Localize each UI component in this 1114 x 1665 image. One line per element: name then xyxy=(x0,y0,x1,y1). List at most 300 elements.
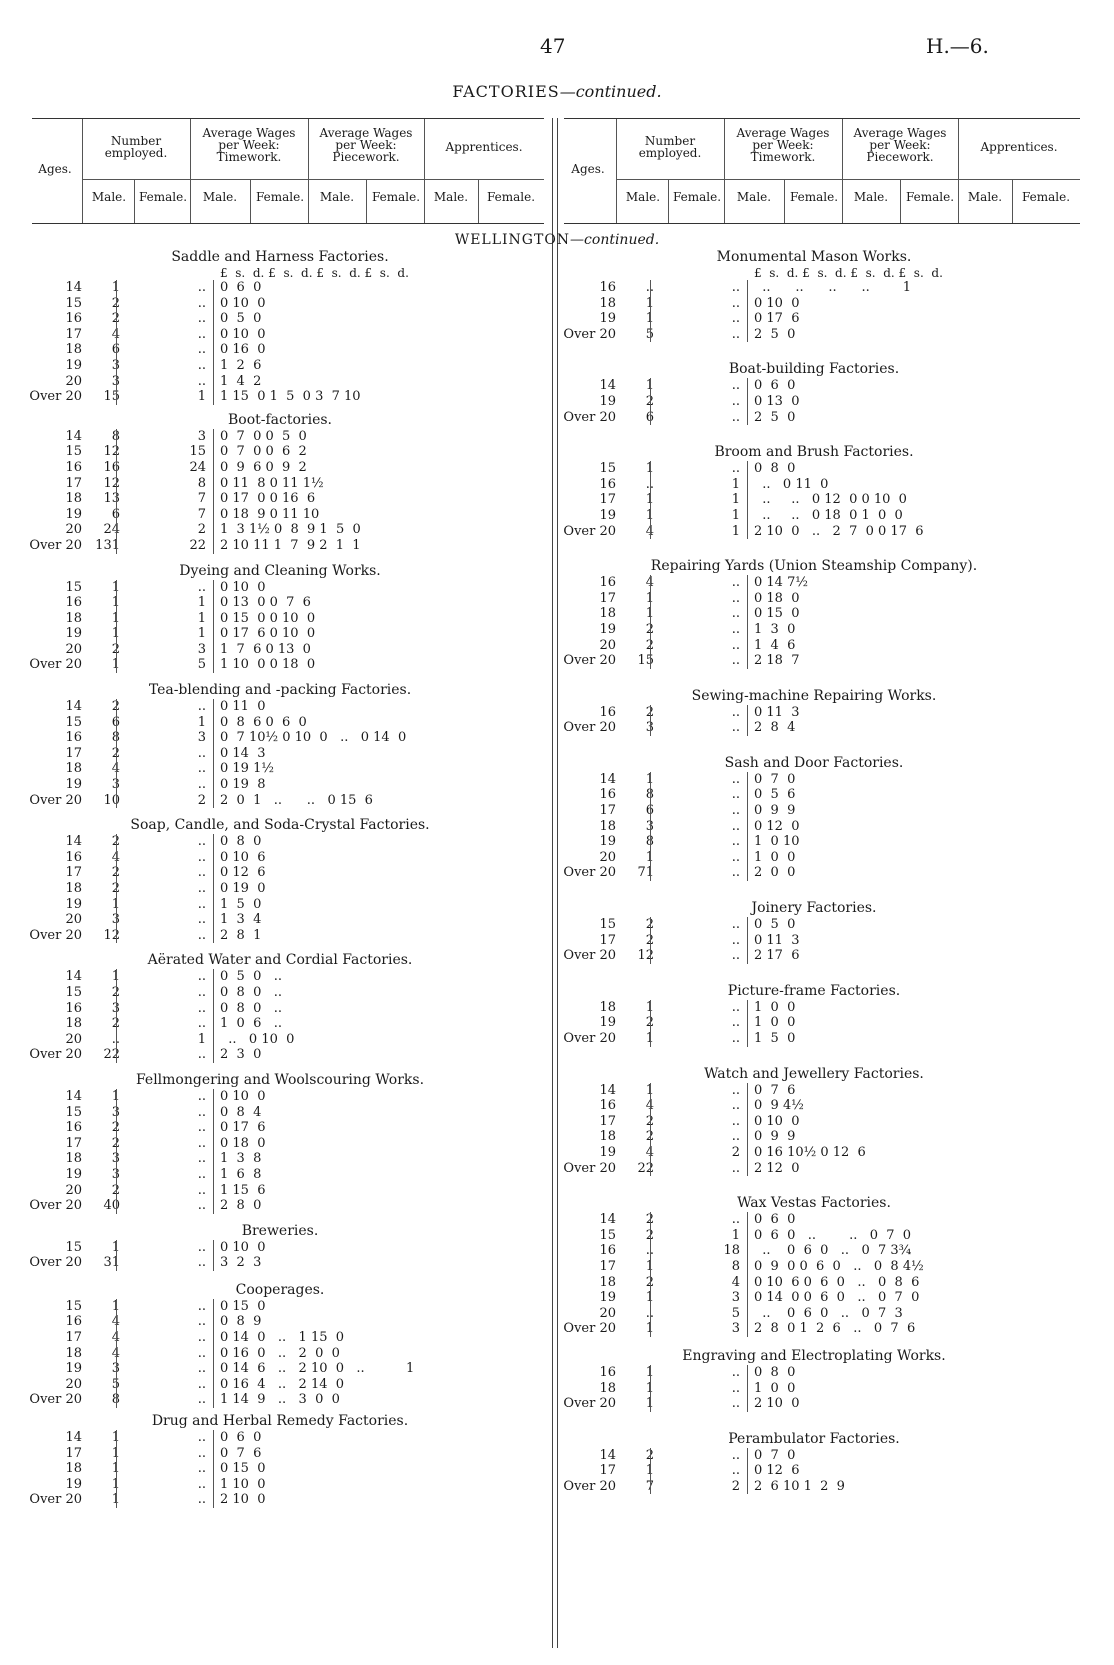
heading-suffix: —continued. xyxy=(559,82,662,101)
male-count: 1 xyxy=(645,295,654,311)
rule xyxy=(650,1365,651,1381)
rule xyxy=(116,1136,117,1152)
age-cell: 20 xyxy=(65,1182,82,1198)
rule xyxy=(116,522,117,538)
female-count: 1 xyxy=(197,1031,206,1047)
rule xyxy=(650,1015,651,1031)
male-count: 7 xyxy=(645,1478,654,1494)
table-row xyxy=(20,642,540,658)
rule xyxy=(650,296,651,312)
section-title: Boot-factories. xyxy=(227,411,332,428)
wages-values: 2 5 0 xyxy=(754,326,796,342)
district-name: WELLINGTON xyxy=(454,232,571,248)
age-cell: 14 xyxy=(65,1088,82,1104)
table-row xyxy=(20,1136,540,1152)
female-count: .. xyxy=(197,1492,206,1508)
table-row xyxy=(554,705,1074,721)
rule xyxy=(213,1314,214,1330)
table-header-right xyxy=(564,118,1080,224)
section-title: Fellmongering and Woolscouring Works. xyxy=(135,1071,425,1088)
rule xyxy=(747,917,748,933)
age-cell: 18 xyxy=(599,1380,616,1396)
age-cell: 15 xyxy=(65,295,82,311)
age-cell: 16 xyxy=(599,787,616,803)
factory-section xyxy=(554,1430,1074,1495)
age-cell: Over 20 xyxy=(563,523,616,539)
female-count: .. xyxy=(197,1345,206,1361)
rule xyxy=(747,1015,748,1031)
wages-values: 0 12 6 xyxy=(220,865,266,881)
rule xyxy=(116,1240,117,1256)
rule xyxy=(213,595,214,611)
wages-values: 0 19 0 xyxy=(220,881,266,896)
factory-section xyxy=(554,557,1074,669)
table-row xyxy=(20,327,540,343)
female-count: .. xyxy=(197,1476,206,1492)
factory-section xyxy=(20,1412,540,1508)
age-cell: 18 xyxy=(599,1274,616,1290)
male-count: 1 xyxy=(111,1461,120,1477)
rule xyxy=(116,897,117,913)
rule xyxy=(116,311,117,327)
wages-values: 1 3 4 xyxy=(220,912,262,928)
rule xyxy=(116,865,117,881)
wages-values: 0 17 6 xyxy=(754,311,800,327)
rule xyxy=(650,1396,651,1412)
female-count: .. xyxy=(731,999,740,1015)
rule xyxy=(213,928,214,944)
table-row xyxy=(20,358,540,374)
female-count: 1 xyxy=(197,595,206,611)
rule xyxy=(213,1477,214,1493)
age-cell: Over 20 xyxy=(29,1255,82,1271)
male-count: 2 xyxy=(645,1015,654,1031)
female-count: .. xyxy=(197,834,206,850)
table-row xyxy=(20,296,540,312)
wages-values: 2 6 10 1 2 9 xyxy=(754,1478,845,1494)
factory-section xyxy=(554,360,1074,425)
wages-values: 2 10 0 xyxy=(220,1492,266,1508)
wages-values: 0 10 0 xyxy=(754,295,800,311)
rule xyxy=(213,1167,214,1183)
age-cell: 19 xyxy=(65,1476,82,1492)
table-row xyxy=(554,280,1074,296)
male-count: 2 xyxy=(645,1212,654,1228)
district-heading xyxy=(0,232,1114,248)
age-cell: 19 xyxy=(599,1015,616,1031)
sub-male: Male. xyxy=(91,190,127,204)
age-cell: Over 20 xyxy=(563,409,616,425)
rule xyxy=(116,1314,117,1330)
female-count: 3 xyxy=(731,1290,740,1306)
table-row xyxy=(20,280,540,296)
female-count: .. xyxy=(731,1113,740,1129)
male-count: 2 xyxy=(645,621,654,637)
male-count: 6 xyxy=(645,803,654,819)
female-count: 2 xyxy=(197,792,206,808)
rule xyxy=(650,865,651,881)
rule xyxy=(650,327,651,343)
female-count: .. xyxy=(197,295,206,311)
male-count: 5 xyxy=(111,1376,120,1392)
table-row xyxy=(554,311,1074,327)
male-count: 8 xyxy=(111,1392,120,1408)
female-count: .. xyxy=(197,777,206,793)
table-row xyxy=(20,444,540,460)
sub-female: Female. xyxy=(486,190,536,204)
age-cell: 16 xyxy=(599,280,616,295)
male-count: 2 xyxy=(645,637,654,653)
female-count: .. xyxy=(731,849,740,865)
age-cell: 18 xyxy=(599,999,616,1015)
rule xyxy=(116,1330,117,1346)
table-row xyxy=(20,491,540,507)
female-count: 8 xyxy=(731,1258,740,1274)
age-cell: 14 xyxy=(599,771,616,787)
sub-male: Male. xyxy=(967,190,1003,204)
table-row xyxy=(554,461,1074,477)
rule xyxy=(213,327,214,343)
age-cell: 15 xyxy=(65,714,82,730)
factory-section xyxy=(554,1065,1074,1177)
male-count: 3 xyxy=(111,373,120,389)
male-count: 4 xyxy=(111,761,120,777)
table-row xyxy=(20,1477,540,1493)
female-count: .. xyxy=(731,1396,740,1412)
male-count: 1 xyxy=(111,1088,120,1104)
male-count: 1 xyxy=(645,1364,654,1380)
table-row xyxy=(20,1105,540,1121)
table-row xyxy=(20,1183,540,1199)
age-cell: 20 xyxy=(65,1376,82,1392)
female-count: .. xyxy=(731,704,740,720)
table-row xyxy=(20,985,540,1001)
wages-values: 0 9 9 xyxy=(754,1129,796,1145)
age-cell: 18 xyxy=(599,295,616,311)
rule xyxy=(213,342,214,358)
female-count: 1 xyxy=(731,507,740,523)
male-count: 1 xyxy=(111,1445,120,1461)
rule xyxy=(116,358,117,374)
section-title: Soap, Candle, and Soda-Crystal Factories. xyxy=(130,817,430,834)
factory-section xyxy=(20,816,540,943)
male-count: 1 xyxy=(111,595,120,611)
col-piecework: Average Wages per Week: Piecework. xyxy=(319,126,413,164)
table-row xyxy=(554,327,1074,343)
wages-values: 0 11 3 xyxy=(754,704,800,720)
age-cell: 17 xyxy=(599,590,616,606)
table-row xyxy=(554,1031,1074,1047)
rule xyxy=(213,358,214,374)
rule xyxy=(213,1047,214,1063)
wages-values: .. 0 6 0 .. 0 7 3 xyxy=(754,1305,903,1321)
rule xyxy=(213,1105,214,1121)
page-heading xyxy=(0,82,1114,101)
age-cell: 15 xyxy=(65,444,82,460)
rule xyxy=(116,881,117,897)
table-row xyxy=(554,1129,1074,1145)
age-cell: 16 xyxy=(65,1000,82,1016)
rule xyxy=(747,1396,748,1412)
female-count: 24 xyxy=(189,459,206,475)
rule xyxy=(650,1145,651,1161)
age-cell: 15 xyxy=(65,1298,82,1314)
rule xyxy=(650,653,651,669)
rule xyxy=(650,1212,651,1228)
female-count: .. xyxy=(197,1239,206,1255)
rule xyxy=(213,580,214,596)
rule xyxy=(116,657,117,673)
table-row xyxy=(554,772,1074,788)
age-cell: 18 xyxy=(599,606,616,622)
table-row xyxy=(20,1120,540,1136)
age-cell: 19 xyxy=(65,506,82,522)
wages-values: 0 10 0 xyxy=(220,1088,266,1104)
age-cell: 20 xyxy=(65,912,82,928)
female-count: 7 xyxy=(197,491,206,507)
table-row xyxy=(554,1228,1074,1244)
wages-values: 1 0 6 .. xyxy=(220,1016,283,1032)
male-count: 15 xyxy=(103,389,120,405)
male-count: 1 xyxy=(645,461,654,477)
table-row xyxy=(20,897,540,913)
female-count: .. xyxy=(731,378,740,394)
rule xyxy=(116,429,117,445)
rule xyxy=(116,1392,117,1408)
table-row xyxy=(20,699,540,715)
table-row xyxy=(554,1306,1074,1322)
male-count: .. xyxy=(645,1305,654,1321)
age-cell: 16 xyxy=(65,1314,82,1330)
section-title: Engraving and Electroplating Works. xyxy=(682,1347,946,1364)
rule xyxy=(747,311,748,327)
col-number-employed: Number employed. xyxy=(638,134,702,160)
sub-female: Female. xyxy=(672,190,722,204)
male-count: 31 xyxy=(103,1255,120,1271)
female-count: .. xyxy=(197,373,206,389)
female-count: .. xyxy=(731,1364,740,1380)
rule xyxy=(650,410,651,426)
age-cell: 16 xyxy=(599,1098,616,1114)
rule xyxy=(116,538,117,554)
rule xyxy=(116,1198,117,1214)
female-count: .. xyxy=(197,1182,206,1198)
rule xyxy=(213,897,214,913)
age-cell: 15 xyxy=(65,579,82,595)
wages-values: 1 3 0 xyxy=(754,621,796,637)
age-cell: Over 20 xyxy=(563,1031,616,1046)
rule xyxy=(116,1183,117,1199)
female-count: .. xyxy=(197,896,206,912)
wages-values: 0 13 0 0 7 6 xyxy=(220,595,311,611)
wages-values: 0 18 9 0 11 10 xyxy=(220,506,320,522)
rule xyxy=(116,1151,117,1167)
male-count: 2 xyxy=(111,865,120,881)
male-count: 3 xyxy=(111,1151,120,1167)
document-reference: H.—6. xyxy=(926,34,989,58)
female-count: .. xyxy=(731,311,740,327)
age-cell: Over 20 xyxy=(563,653,616,669)
rule xyxy=(213,626,214,642)
rule xyxy=(650,1381,651,1397)
wages-values: 0 6 0 xyxy=(220,280,262,295)
female-count: 5 xyxy=(197,657,206,673)
age-cell: 17 xyxy=(599,803,616,819)
female-count: 4 xyxy=(731,1274,740,1290)
male-count: 2 xyxy=(111,311,120,327)
male-count: 4 xyxy=(111,849,120,865)
table-row xyxy=(554,1275,1074,1291)
male-count: 4 xyxy=(645,523,654,539)
wages-values: 2 10 0 xyxy=(754,1396,800,1412)
female-count: .. xyxy=(197,1047,206,1063)
wages-values: 0 15 0 xyxy=(754,606,800,622)
table-row xyxy=(554,477,1074,493)
table-row xyxy=(554,394,1074,410)
table-row xyxy=(554,1479,1074,1495)
male-count: 2 xyxy=(645,1227,654,1243)
rule xyxy=(650,1479,651,1495)
wages-values: 2 17 6 xyxy=(754,948,800,964)
age-cell: Over 20 xyxy=(563,1160,616,1176)
rule xyxy=(650,772,651,788)
col-timework: Average Wages per Week: Timework. xyxy=(202,126,296,164)
table-row xyxy=(20,1016,540,1032)
wages-values: 0 10 0 xyxy=(220,579,266,595)
male-count: 2 xyxy=(111,1120,120,1136)
wages-values: 1 15 0 1 5 0 3 7 10 xyxy=(220,389,361,405)
rule xyxy=(213,522,214,538)
wages-values: 1 5 0 xyxy=(754,1031,796,1046)
male-count: 8 xyxy=(645,834,654,850)
rule xyxy=(213,730,214,746)
female-count: .. xyxy=(731,606,740,622)
male-count: 12 xyxy=(103,927,120,943)
female-count: .. xyxy=(197,745,206,761)
table-row xyxy=(20,1461,540,1477)
male-count: 1 xyxy=(645,606,654,622)
rule xyxy=(116,1047,117,1063)
table-row xyxy=(554,1212,1074,1228)
female-count: 18 xyxy=(723,1243,740,1259)
age-cell: 14 xyxy=(599,1447,616,1463)
male-count: 1 xyxy=(645,507,654,523)
wages-values: 0 8 6 0 6 0 xyxy=(220,714,307,730)
rule xyxy=(747,378,748,394)
age-cell: 20 xyxy=(65,641,82,657)
female-count: 5 xyxy=(731,1305,740,1321)
col-piecework: Average Wages per Week: Piecework. xyxy=(853,126,947,164)
age-cell: Over 20 xyxy=(29,537,82,553)
table-row xyxy=(554,819,1074,835)
age-cell: 17 xyxy=(65,865,82,881)
female-count: .. xyxy=(731,280,740,295)
male-count: 2 xyxy=(111,699,120,715)
rule xyxy=(116,491,117,507)
age-cell: 16 xyxy=(65,595,82,611)
rule xyxy=(650,1448,651,1464)
male-count: 2 xyxy=(645,1113,654,1129)
rule xyxy=(116,1105,117,1121)
rule xyxy=(747,705,748,721)
female-count: .. xyxy=(197,969,206,985)
rule xyxy=(213,280,214,296)
sub-female: Female. xyxy=(255,190,305,204)
rule xyxy=(116,1346,117,1362)
wages-values: 1 3 1½ 0 8 9 1 5 0 xyxy=(220,522,361,538)
table-row xyxy=(554,948,1074,964)
rule xyxy=(116,280,117,296)
male-count: 2 xyxy=(111,641,120,657)
wages-values: 0 7 10½ 0 10 0 .. 0 14 0 xyxy=(220,730,407,746)
female-count: .. xyxy=(731,621,740,637)
wages-values: 0 9 0 0 6 0 .. 0 8 4½ xyxy=(754,1258,924,1274)
wages-values: 0 16 4 .. 2 14 0 xyxy=(220,1376,345,1392)
wages-values: 0 6 0 xyxy=(220,1430,262,1446)
rule xyxy=(747,1365,748,1381)
rule xyxy=(747,1479,748,1495)
rule xyxy=(650,280,651,296)
rule xyxy=(650,1228,651,1244)
age-cell: 19 xyxy=(599,834,616,850)
male-count: 1 xyxy=(111,1476,120,1492)
wages-values: .. .. 0 18 0 1 0 0 xyxy=(754,507,903,523)
male-count: 22 xyxy=(637,1160,654,1176)
male-count: 1 xyxy=(645,492,654,508)
sub-female: Female. xyxy=(905,190,955,204)
rule xyxy=(213,1183,214,1199)
female-count: .. xyxy=(731,787,740,803)
age-cell: 18 xyxy=(65,491,82,507)
rule xyxy=(747,1031,748,1047)
rule xyxy=(650,622,651,638)
age-cell: 20 xyxy=(65,373,82,389)
section-title: Wax Vestas Factories. xyxy=(737,1195,891,1212)
wages-values: 0 12 0 xyxy=(754,818,800,834)
table-row xyxy=(554,653,1074,669)
section-title: Drug and Herbal Remedy Factories. xyxy=(151,1413,409,1430)
wages-values: 0 10 0 xyxy=(220,295,266,311)
male-count: 1 xyxy=(111,657,120,673)
rule xyxy=(650,1000,651,1016)
male-count: 2 xyxy=(645,1274,654,1290)
male-count: 1 xyxy=(645,1082,654,1098)
rule xyxy=(213,538,214,554)
table-row xyxy=(20,429,540,445)
female-count: .. xyxy=(197,1376,206,1392)
wages-values: 1 0 0 xyxy=(754,1015,796,1031)
age-cell: 17 xyxy=(65,475,82,491)
rule xyxy=(213,834,214,850)
female-count: 3 xyxy=(197,730,206,746)
age-cell: 16 xyxy=(599,704,616,720)
wages-values: .. 0 10 0 xyxy=(220,1031,295,1047)
rule xyxy=(213,374,214,390)
table-row xyxy=(20,1255,540,1271)
age-cell: Over 20 xyxy=(563,1478,616,1494)
wages-values: 0 8 0 xyxy=(754,461,796,477)
rule xyxy=(650,819,651,835)
rule xyxy=(213,777,214,793)
age-cell: 16 xyxy=(599,476,616,492)
rule xyxy=(116,834,117,850)
table-row xyxy=(20,538,540,554)
male-count: 4 xyxy=(645,1098,654,1114)
female-count: 1 xyxy=(731,1227,740,1243)
sub-male: Male. xyxy=(625,190,661,204)
currency-units: £ s. d. £ s. d. £ s. d. £ s. d. xyxy=(220,266,409,280)
age-cell: 14 xyxy=(65,834,82,850)
